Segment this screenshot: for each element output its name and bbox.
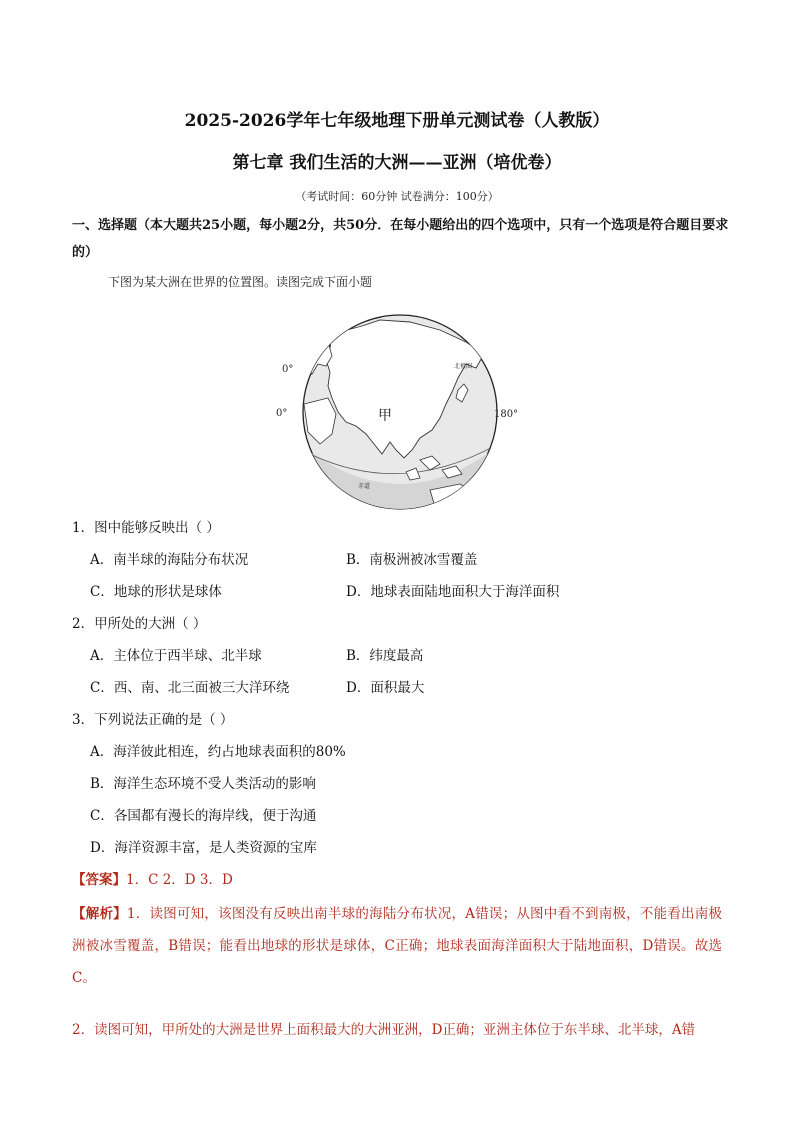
- north-america-edge: [470, 324, 498, 352]
- question-2-option-b: B．纬度最高: [346, 648, 424, 664]
- label-arctic-circle: 北极圈: [454, 363, 473, 370]
- question-2-stem: 2．甲所处的大洲（ ）: [72, 616, 207, 632]
- question-3-stem: 3．下列说法正确的是（ ）: [72, 712, 234, 728]
- map-intro: 下图为某大洲在世界的位置图。读图完成下面小题: [108, 275, 373, 289]
- answer-text: 1．C 2．D 3．D: [126, 872, 233, 888]
- question-3-option-c: C．各国都有漫长的海岸线，便于沟通: [90, 808, 317, 824]
- question-2-option-c: C．西、南、北三面被三大洋环绕: [90, 680, 290, 696]
- answer-line: [72, 868, 233, 888]
- label-lon0-upper: 0°: [282, 364, 294, 375]
- arctic-islands: [366, 304, 434, 316]
- chapter-title: 第七章 我们生活的大洲——亚洲（培优卷）: [232, 153, 562, 173]
- question-3-option-b: B．海洋生态环境不受人类活动的影响: [90, 776, 316, 792]
- analysis-label: 【解析】: [72, 906, 127, 922]
- analysis-text-2: 2．读图可知，甲所处的大洲是世界上面积最大的大洲亚洲，D正确；亚洲主体位于东半球、北半球，A错: [72, 1022, 696, 1038]
- question-1-stem: 1．图中能够反映出（ ）: [72, 520, 220, 536]
- section-heading: 一、选择题（本大题共25小题，每小题2分，共50分．在每小题给出的四个选项中，只有一个选项是符合题目要求的）: [72, 218, 729, 260]
- label-continent-jia: 甲: [378, 408, 392, 424]
- question-3-option-d: D．海洋资源丰富，是人类资源的宝库: [90, 840, 317, 856]
- label-lon0: 0°: [276, 408, 288, 419]
- exam-meta: （考试时间：60分钟 试卷满分：100分）: [295, 190, 499, 203]
- analysis-block: [72, 898, 722, 994]
- question-1-option-a: A．南半球的海陆分布状况: [90, 552, 249, 568]
- question-1-option-d: D．地球表面陆地面积大于海洋面积: [346, 584, 560, 600]
- question-2-option-d: D．面积最大: [346, 680, 425, 696]
- question-3-option-a: A．海洋彼此相连，约占地球表面积的80%: [90, 744, 346, 760]
- label-equator: 赤道: [358, 483, 371, 490]
- exam-title: 2025-2026学年七年级地理下册单元测试卷（人教版）: [184, 111, 610, 131]
- label-lon180: 180°: [494, 409, 519, 420]
- question-2-option-a: A．主体位于西半球、北半球: [90, 648, 262, 664]
- globe-map-figure: [270, 294, 530, 520]
- question-1-option-c: C．地球的形状是球体: [90, 584, 222, 600]
- answer-label: 【答案】: [72, 872, 126, 888]
- question-1-option-b: B．南极洲被冰雪覆盖: [346, 552, 478, 568]
- analysis-text-1: 1．读图可知，该图没有反映出南半球的海陆分布状况，A错误；从图中看不到南极，不能看出南极洲被冰雪覆盖，B错误；能看出地球的形状是球体，C正确；地球表面海洋面积大于陆地面积，D错误。故选C。: [72, 906, 723, 986]
